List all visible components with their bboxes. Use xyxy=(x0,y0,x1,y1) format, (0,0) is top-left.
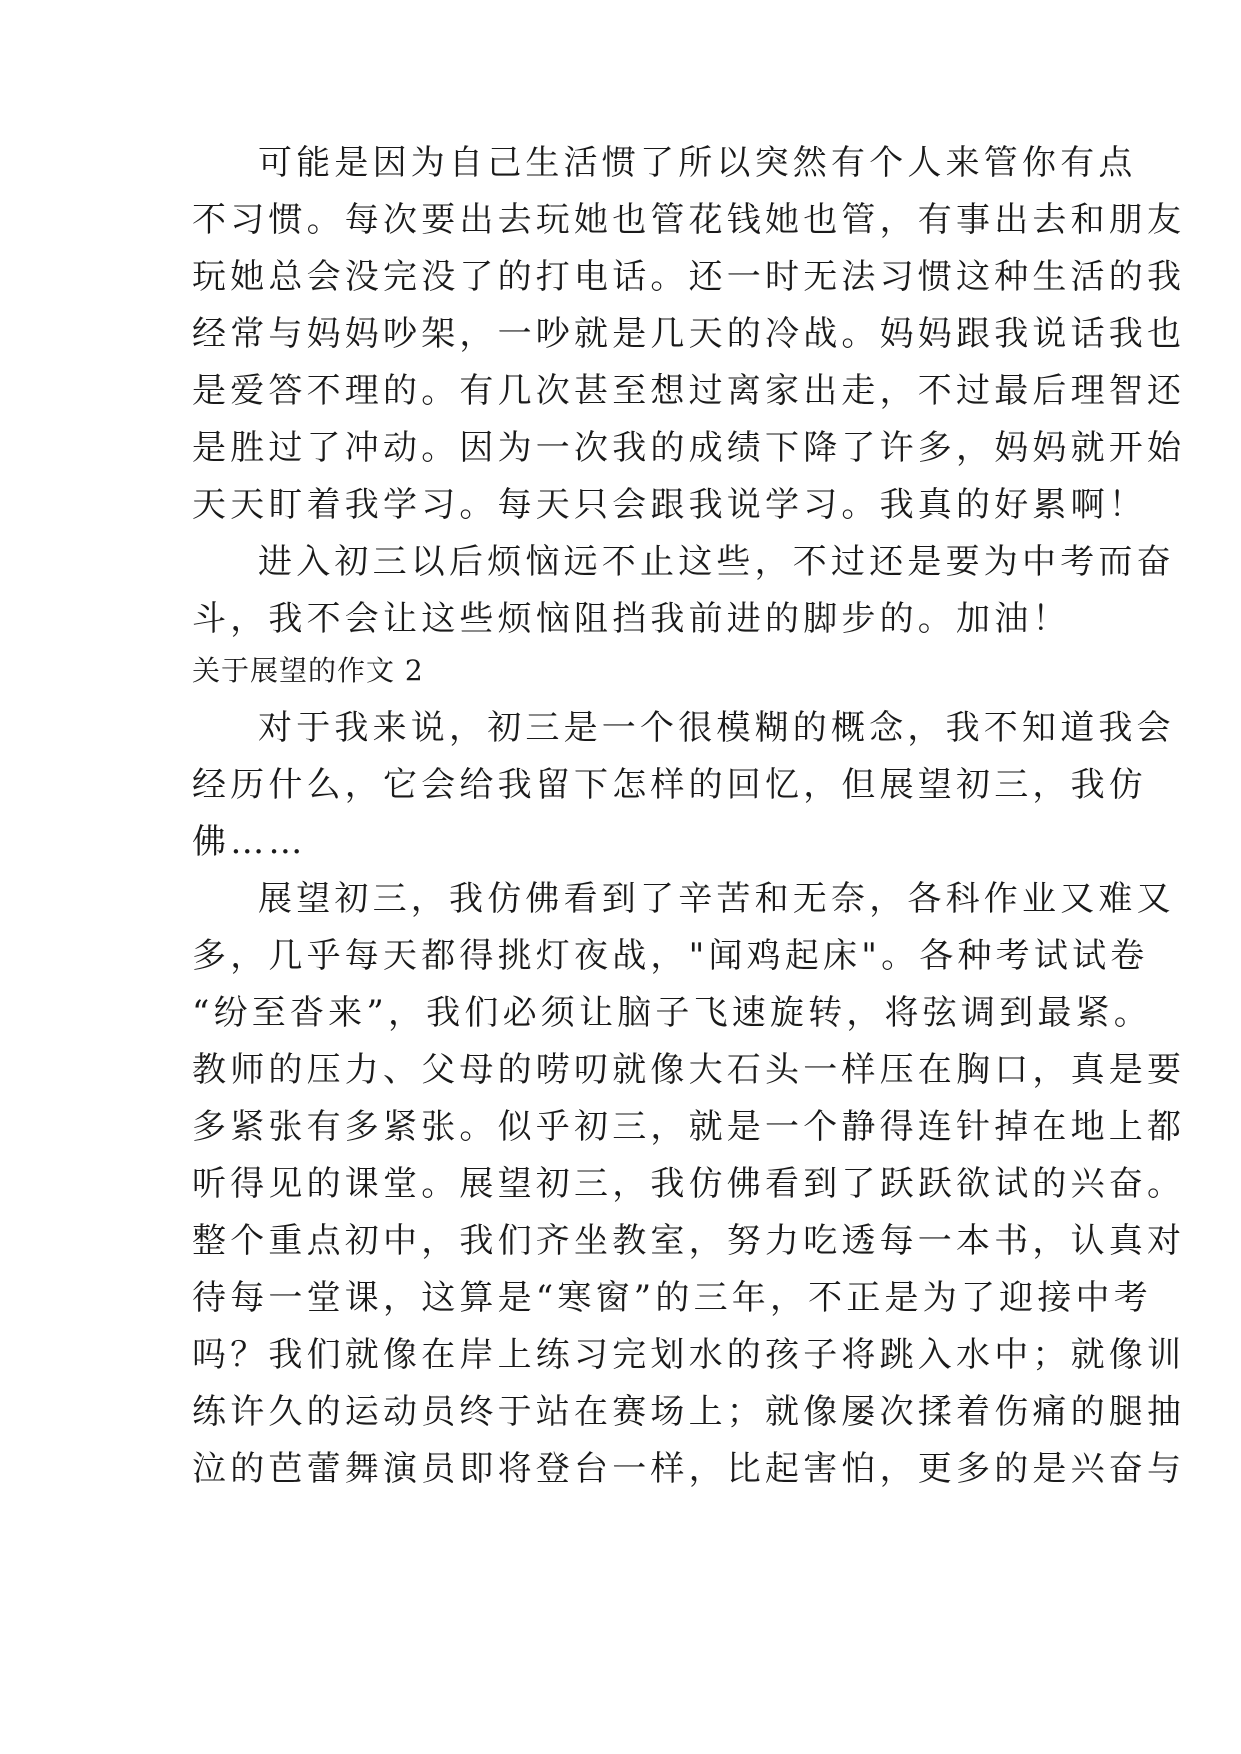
paragraph-line: 经历什么，它会给我留下怎样的回忆，但展望初三，我仿 xyxy=(192,765,1147,805)
paragraph-line: 教师的压力、父母的唠叨就像大石头一样压在胸口，真是要 xyxy=(192,1050,1186,1090)
paragraph-line: 练许久的运动员终于站在赛场上；就像屡次揉着伤痛的腿抽 xyxy=(192,1392,1186,1432)
paragraph-line: 可能是因为自己生活惯了所以突然有个人来管你有点 xyxy=(258,143,1137,183)
paragraph-line: 斗，我不会让这些烦恼阻挡我前进的脚步的。加油！ xyxy=(192,599,1071,639)
paragraph-line: 佛…… xyxy=(192,822,307,862)
paragraph-line: 是爱答不理的。有几次甚至想过离家出走，不过最后理智还 xyxy=(192,371,1186,411)
paragraph-line: 听得见的课堂。展望初三，我仿佛看到了跃跃欲试的兴奋。 xyxy=(192,1164,1186,1204)
paragraph-line: 展望初三，我仿佛看到了辛苦和无奈，各科作业又难又 xyxy=(258,879,1175,919)
paragraph-line: 多紧张有多紧张。似乎初三，就是一个静得连针掉在地上都 xyxy=(192,1107,1186,1147)
paragraph-line: 待每一堂课，这算是“寒窗”的三年，不正是为了迎接中考 xyxy=(192,1278,1152,1318)
paragraph-line: 多，几乎每天都得挑灯夜战，"闻鸡起床"。各种考试试卷 xyxy=(192,936,1149,976)
paragraph-line: 玩她总会没完没了的打电话。还一时无法习惯这种生活的我 xyxy=(192,257,1186,297)
paragraph-line: “纷至沓来”，我们必须让脑子飞速旋转，将弦调到最紧。 xyxy=(192,993,1152,1033)
paragraph-line: 吗？我们就像在岸上练习完划水的孩子将跳入水中；就像训 xyxy=(192,1335,1186,1375)
paragraph-line: 泣的芭蕾舞演员即将登台一样，比起害怕，更多的是兴奋与 xyxy=(192,1449,1186,1489)
paragraph-line: 进入初三以后烦恼远不止这些，不过还是要为中考而奋 xyxy=(258,542,1175,582)
paragraph-line: 经常与妈妈吵架，一吵就是几天的冷战。妈妈跟我说话我也 xyxy=(192,314,1186,354)
paragraph-line: 对于我来说，初三是一个很模糊的概念，我不知道我会 xyxy=(258,708,1175,748)
paragraph-line: 不习惯。每次要出去玩她也管花钱她也管，有事出去和朋友 xyxy=(192,200,1186,240)
paragraph-line: 整个重点初中，我们齐坐教室，努力吃透每一本书，认真对 xyxy=(192,1221,1186,1261)
paragraph-line: 是胜过了冲动。因为一次我的成绩下降了许多，妈妈就开始 xyxy=(192,428,1186,468)
paragraph-line: 天天盯着我学习。每天只会跟我说学习。我真的好累啊！ xyxy=(192,485,1147,525)
section-heading: 关于展望的作文 2 xyxy=(192,654,424,687)
